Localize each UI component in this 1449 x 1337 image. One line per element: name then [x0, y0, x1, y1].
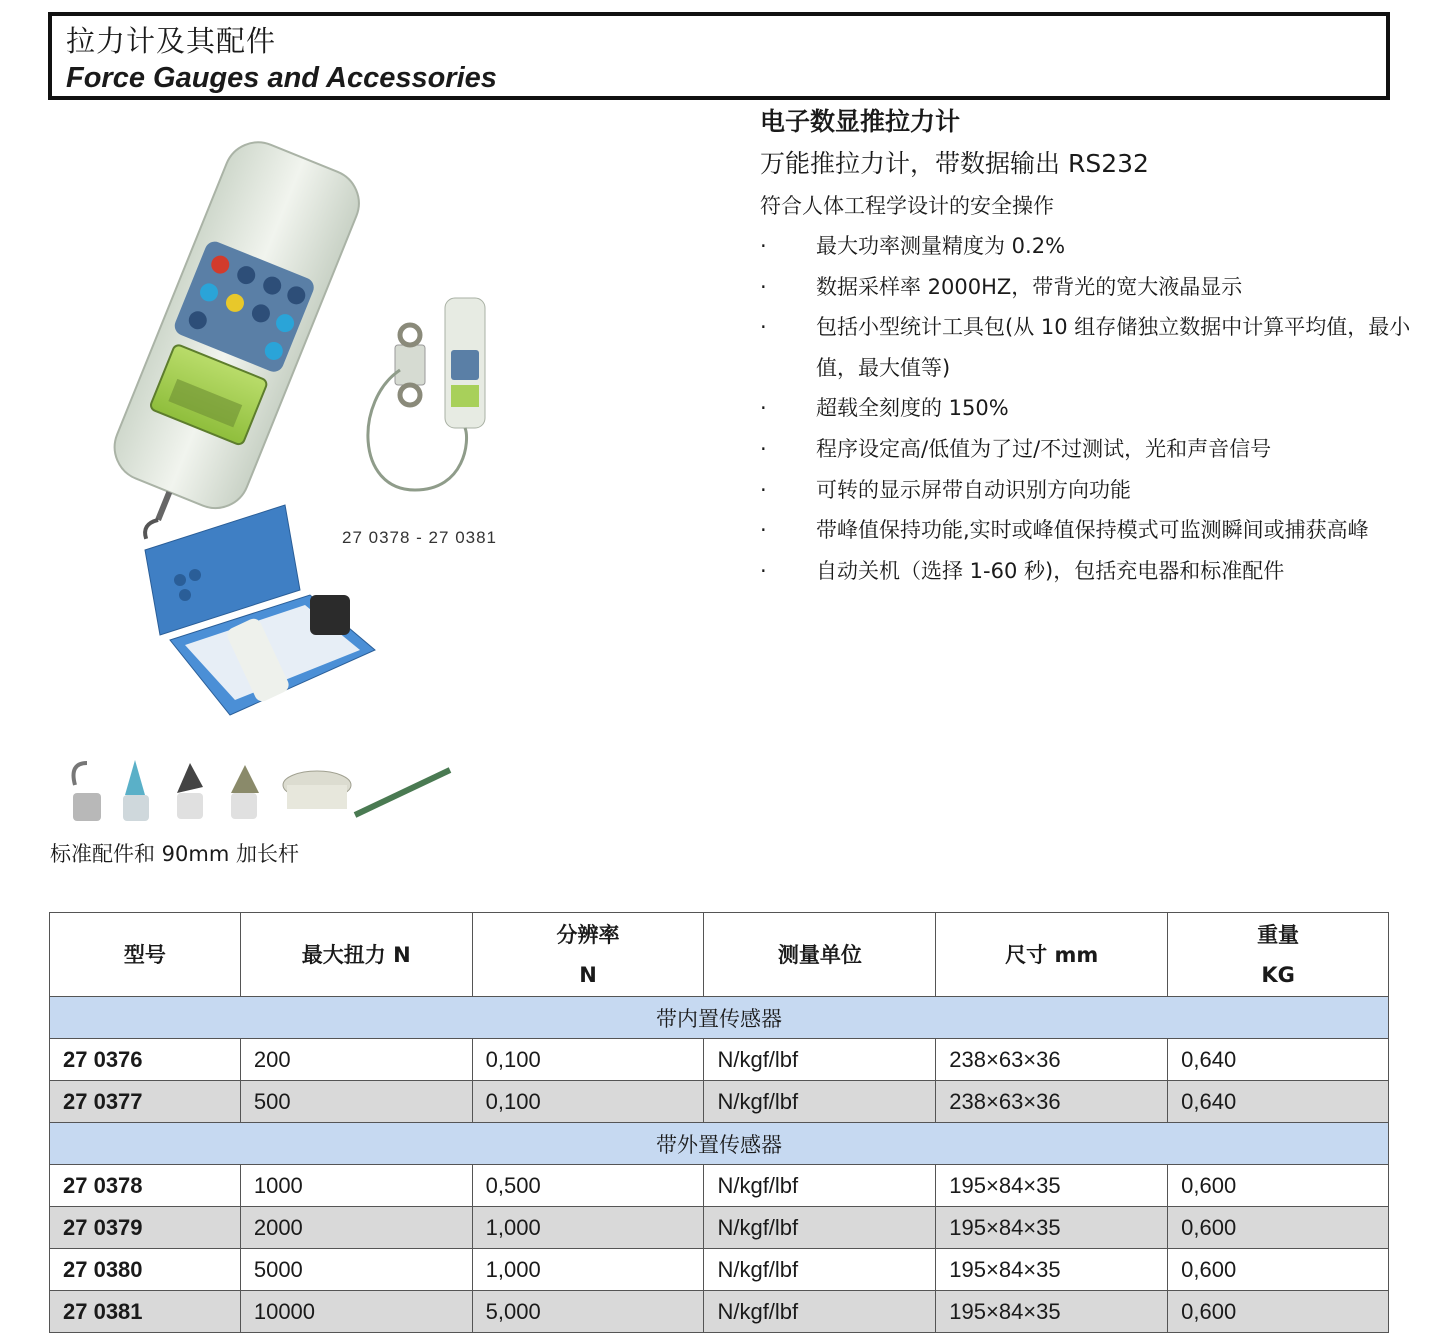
bullet: · — [760, 315, 767, 340]
table-row: 27 0379 2000 1,000 N/kgf/lbf 195×84×35 0,600 — [50, 1207, 1389, 1249]
model-range-label: 27 0378 - 27 0381 — [342, 528, 498, 547]
feature-item: · 最大功率测量精度为 0.2% — [760, 226, 1440, 267]
feature-list — [760, 226, 1440, 591]
group-row-external-sensor: 带外置传感器 — [50, 1123, 1389, 1165]
bullet: · — [760, 477, 767, 502]
header-model: 型号 — [50, 913, 241, 997]
spec-table — [49, 912, 1389, 1333]
product-subtitle: 万能推拉力计，带数据输出 RS232 — [760, 149, 1149, 178]
table-row: 27 0377 500 0,100 N/kgf/lbf 238×63×36 0,640 — [50, 1081, 1389, 1123]
bullet: · — [760, 234, 767, 258]
bullet: · — [760, 274, 767, 299]
page-header — [48, 12, 1390, 100]
feature-item: · 带峰值保持功能,实时或峰值保持模式可监测瞬间或捕获高峰 — [760, 510, 1440, 551]
table-row: 27 0378 1000 0,500 N/kgf/lbf 195×84×35 0,600 — [50, 1165, 1389, 1207]
carrying-case-image — [140, 500, 380, 730]
bullet: · — [760, 396, 767, 421]
group-row-internal-sensor: 带内置传感器 — [50, 997, 1389, 1039]
product-title: 电子数显推拉力计 — [760, 107, 961, 136]
product-description — [760, 104, 1440, 591]
force-gauge-image — [50, 130, 390, 550]
header-max-force: 最大扭力 N — [240, 913, 472, 997]
feature-item: · 自动关机（选择 1-60 秒)，包括充电器和标准配件 — [760, 551, 1440, 592]
accessories-caption: 标准配件和 90mm 加长杆 — [50, 842, 299, 866]
feature-item: · 包括小型统计工具包(从 10 组存储独立数据中计算平均值，最小值，最大值等) — [760, 307, 1440, 388]
table-header-row — [50, 913, 1389, 997]
title-chinese: 拉力计及其配件 — [66, 24, 277, 58]
accessories-image — [55, 755, 455, 830]
feature-item: · 超载全刻度的 150% — [760, 388, 1440, 429]
external-sensor-gauge-image — [345, 290, 505, 520]
header-weight: 重量 KG — [1168, 913, 1389, 997]
header-dimensions: 尺寸 mm — [936, 913, 1168, 997]
table-row: 27 0380 5000 1,000 N/kgf/lbf 195×84×35 0,600 — [50, 1249, 1389, 1291]
table-row: 27 0376 200 0,100 N/kgf/lbf 238×63×36 0,640 — [50, 1039, 1389, 1081]
header-resolution: 分辨率 N — [472, 913, 704, 997]
bullet: · — [760, 558, 767, 583]
feature-item: · 程序设定高/低值为了过/不过测试，光和声音信号 — [760, 429, 1440, 470]
bullet: · — [760, 436, 767, 461]
header-units: 测量单位 — [704, 913, 936, 997]
feature-item: · 数据采样率 2000HZ，带背光的宽大液晶显示 — [760, 267, 1440, 308]
product-feature-intro: 符合人体工程学设计的安全操作 — [760, 194, 1054, 218]
feature-item: · 可转的显示屏带自动识别方向功能 — [760, 470, 1440, 511]
table-row: 27 0381 10000 5,000 N/kgf/lbf 195×84×35 0,600 — [50, 1291, 1389, 1333]
title-english: Force Gauges and Accessories — [66, 62, 497, 94]
bullet: · — [760, 518, 767, 543]
